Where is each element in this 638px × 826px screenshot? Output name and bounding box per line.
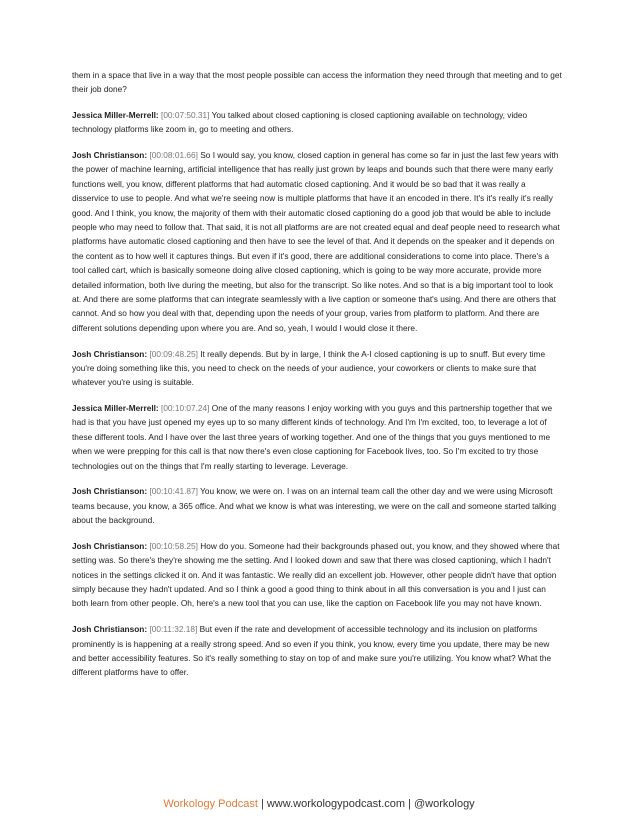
transcript-paragraph: [72, 68, 564, 97]
speaker-name: Jessica Miller-Merrell:: [72, 109, 159, 120]
speaker-name: Josh Christianson:: [72, 348, 148, 359]
timestamp: [00:08:01.66]: [149, 149, 198, 160]
transcript-paragraph: [72, 148, 564, 335]
paragraph-text: But even if the rate and development of accessible technology and its inclusion on platforms prominently is is happening at a really strong speed. And so even if you think, you know, every time you update, there may be new and better accessibility features. So it's really something to stay on top of and make sure you're utilizing. You know what? What the different platforms have to offer.: [72, 624, 552, 678]
paragraph-text: So I would say, you know, closed caption in general has come so far in just the last few years with the power of machine learning, artificial intelligence that has really just grown by leaps and bounds such that there were many early functions well, you know, different platforms that had automatic closed captioning. And it would be so bad that it was really a disservice to use to people. And what we're seeing now is multiple platforms that have it an encoded in there. It's it's really it's really good. And I think, you know, the majority of them with their automatic closed captioning do a good job that would be able to include people who may need to follow that. That said, it is not all platforms are are not created equal and deaf people need to research what platforms have automatic closed captioning and then have to see the level of that. And it depends on the speaker and it depends on the content as to how well it captures things. But even if it's good, there are additional considerations to come into place. There's a tool called cart, which is basically someone doing alive closed captioning, which is going to be way more accurate, provide more detailed information, both live during the meeting, but also for the transcript. So like notes. And so that is a big important tool to look at. And there are some platforms that can integrate seamlessly with a live caption or someone that's using. And there are others that cannot. And so how you deal with that, depending upon the needs of your group, varies from platform to platform. And there are different solutions depending upon where you are. And so, yeah, I would I would close it there.: [72, 149, 560, 333]
paragraph-text: It really depends. But by in large, I think the A-I closed captioning is up to snuff. But every time you're doing something like this, you need to check on the needs of your audience, your coworkers or clients to make sure that whatever you're using is suitable.: [72, 348, 546, 388]
timestamp: [00:11:32.18]: [149, 624, 198, 635]
transcript-paragraph: [72, 347, 564, 390]
speaker-name: Josh Christianson:: [72, 540, 148, 551]
transcript-paragraph: [72, 484, 564, 527]
transcript-paragraph: [72, 622, 564, 680]
speaker-name: Josh Christianson:: [72, 624, 148, 635]
transcript-paragraph: [72, 401, 564, 473]
speaker-name: Josh Christianson:: [72, 149, 148, 160]
transcript: [72, 68, 564, 691]
paragraph-text: them in a space that live in a way that the most people possible can access the information they need through that meeting and to get their job done?: [72, 70, 562, 95]
speaker-name: Jessica Miller-Merrell:: [72, 403, 159, 414]
transcript-paragraph: [72, 108, 564, 137]
timestamp: [00:09:48.25]: [149, 348, 198, 359]
timestamp: [00:07:50.31]: [161, 109, 210, 120]
timestamp: [00:10:07.24]: [161, 403, 210, 414]
paragraph-text: How do you. Someone had their backgrounds phased out, you know, and they showed where that setting was. So there's they're showing me the setting. And I looked down and saw that there was closed captioning, which I hadn't notices in the settings clicked it on. And it was fantastic. We really did an excellent job. However, other people didn't have that option simply because they hadn't updated. And so I think a good a good thing to think about in all this conversation is you and I just can both learn from other people. Oh, here's a new tool that you can use, like the caption on Facebook life you may not have known.: [72, 540, 560, 609]
timestamp: [00:10:58.25]: [149, 540, 198, 551]
footer-brand: Workology Podcast: [163, 798, 258, 810]
paragraph-text: You know, we were on. I was on an internal team call the other day and we were using Microsoft teams because, you know, a 365 office. And what we know is what was interesting, we were on the call and someone started talking about the background.: [72, 486, 557, 526]
footer-links: | www.workologypodcast.com | @workology: [257, 798, 475, 810]
paragraph-text: You talked about closed captioning is closed captioning available on technology, video technology platforms like zoom in, go to meeting and others.: [72, 109, 528, 135]
speaker-name: Josh Christianson:: [72, 486, 148, 497]
page-footer: [0, 798, 638, 810]
paragraph-text: One of the many reasons I enjoy working with you guys and this partnership together that we had is that you have just opened my eyes up to so many different kinds of technology. And I'm I'm excited, too, to leverage a lot of these different tools. And I have over the last three years of working together. And one of the things that you guys mentioned to me when we were prepping for this call is that now there's even close captioning for Facebook lives, too. So I'm excited to try those technologies out on the things that I'm really starting to leverage. Leverage.: [72, 403, 553, 471]
timestamp: [00:10:41.87]: [149, 486, 198, 497]
transcript-paragraph: [72, 539, 564, 611]
